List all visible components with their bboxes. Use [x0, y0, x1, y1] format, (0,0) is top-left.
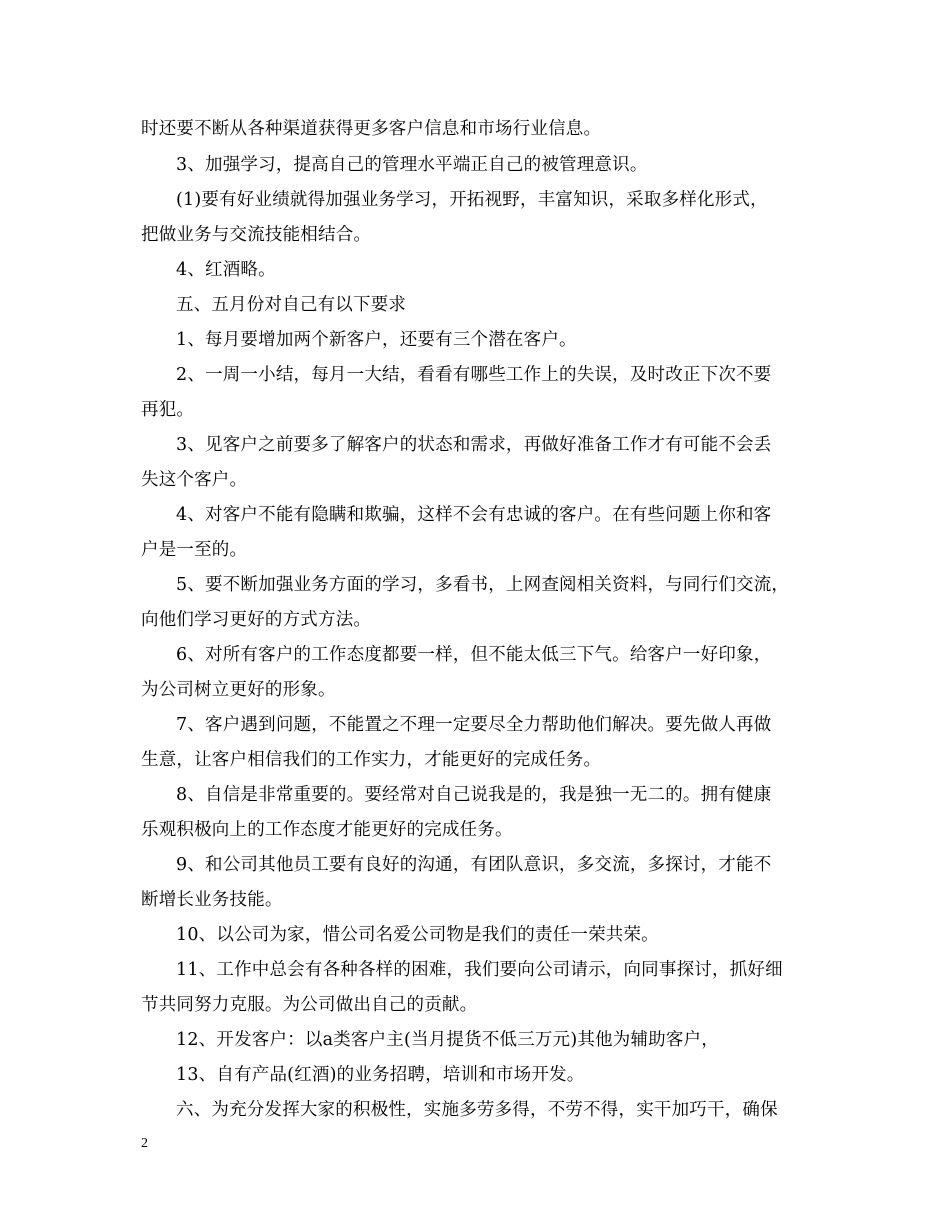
text-line: 把做业务与交流技能相结合。 — [141, 225, 372, 245]
text-line: 5、要不断加强业务方面的学习，多看书，上网查阅相关资料，与同行们交流， — [176, 575, 790, 595]
page-number: 2 — [141, 1136, 148, 1151]
text-line: 4、红酒略。 — [176, 260, 276, 280]
text-line: 13、自有产品(红酒)的业务招聘，培训和市场开发。 — [176, 1065, 585, 1085]
text-line: 再犯。 — [141, 400, 195, 420]
text-line: 11、工作中总会有各种各样的困难，我们要向公司请示，向同事探讨，抓好细 — [176, 960, 783, 980]
text-line: 时还要不断从各种渠道获得更多客户信息和市场行业信息。 — [141, 119, 602, 139]
text-line: 12、开发客户：以a类客户主(当月提货不低三万元)其他为辅助客户， — [176, 1030, 719, 1050]
text-line: 向他们学习更好的方式方法。 — [141, 610, 372, 630]
text-line: 8、自信是非常重要的。要经常对自己说我是的，我是独一无二的。拥有健康 — [176, 785, 772, 805]
text-line: 9、和公司其他员工要有良好的沟通，有团队意识，多交流，多探讨，才能不 — [176, 855, 772, 875]
text-line: (1)要有好业绩就得加强业务学习，开拓视野，丰富知识，采取多样化形式， — [176, 190, 768, 210]
text-line: 1、每月要增加两个新客户，还要有三个潜在客户。 — [176, 330, 577, 350]
text-line: 6、对所有客户的工作态度都要一样，但不能太低三下气。给客户一好印象， — [176, 645, 772, 665]
text-line: 断增长业务技能。 — [141, 890, 283, 910]
text-line: 为公司树立更好的形象。 — [141, 680, 336, 700]
section-heading: 五、五月份对自己有以下要求 — [176, 295, 407, 315]
text-line: 户是一至的。 — [141, 540, 248, 560]
text-line: 3、见客户之前要多了解客户的状态和需求，再做好准备工作才有可能不会丢 — [176, 435, 772, 455]
text-line: 失这个客户。 — [141, 470, 248, 490]
text-line: 10、以公司为家，惜公司名爱公司物是我们的责任一荣共荣。 — [176, 925, 659, 945]
text-line: 乐观积极向上的工作态度才能更好的完成任务。 — [141, 820, 513, 840]
text-line: 节共同努力克服。为公司做出自己的贡献。 — [141, 995, 478, 1015]
text-line: 2、一周一小结，每月一大结，看看有哪些工作上的失误，及时改正下次不要 — [176, 365, 772, 385]
section-heading: 六、为充分发挥大家的积极性，实施多劳多得，不劳不得，实干加巧干，确保 — [176, 1100, 778, 1120]
text-line: 4、对客户不能有隐瞒和欺骗，这样不会有忠诚的客户。在有些问题上你和客 — [176, 505, 772, 525]
text-line: 生意，让客户相信我们的工作实力，才能更好的完成任务。 — [141, 750, 602, 770]
text-line: 7、客户遇到问题，不能置之不理一定要尽全力帮助他们解决。要先做人再做 — [176, 715, 772, 735]
text-line: 3、加强学习，提高自己的管理水平端正自己的被管理意识。 — [176, 155, 648, 175]
